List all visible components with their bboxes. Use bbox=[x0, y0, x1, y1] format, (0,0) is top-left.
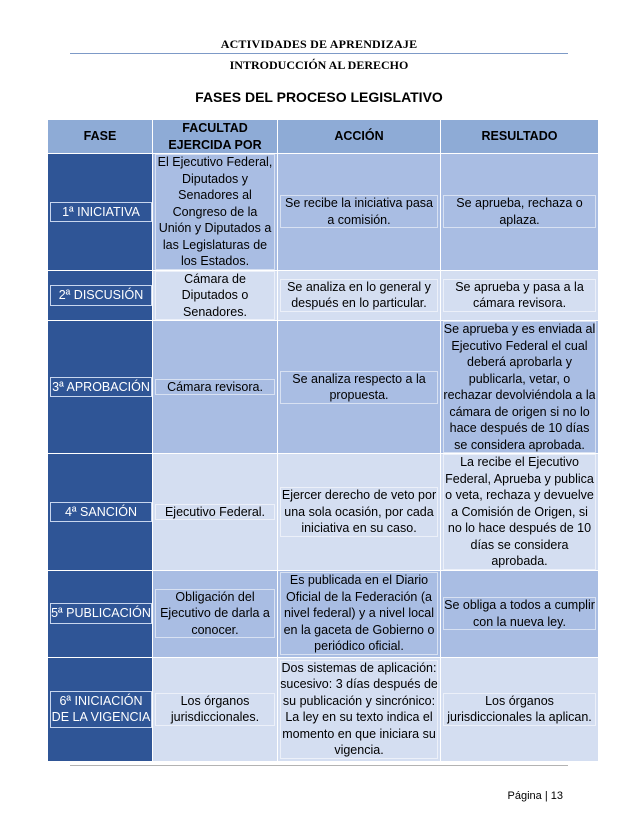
table-row bbox=[48, 321, 598, 453]
table-row bbox=[48, 154, 598, 270]
action-cell bbox=[278, 321, 440, 453]
result-text: Se aprueba, rechaza o aplaza. bbox=[443, 195, 596, 228]
phase-label: 2ª DISCUSIÓN bbox=[50, 285, 152, 306]
result-cell bbox=[441, 154, 598, 270]
action-text: Es publicada en el Diario Oficial de la Federación (a nivel federal) y a nivel local en la gaceta de Gobierno o periódico oficial. bbox=[280, 572, 438, 655]
action-text: Ejercer derecho de veto por una sola ocasión, por cada iniciativa en su caso. bbox=[281, 488, 437, 535]
faculty-cell bbox=[153, 658, 277, 761]
faculty-text: El Ejecutivo Federal, Diputados y Senadores al Congreso de la Unión y Diputados a las Legislaturas de los Estados. bbox=[155, 154, 275, 270]
result-cell bbox=[441, 454, 598, 570]
page-title: FASES DEL PROCESO LEGISLATIVO bbox=[195, 89, 443, 105]
table-row bbox=[48, 271, 598, 321]
table-header-row bbox=[48, 120, 598, 153]
phase-cell bbox=[48, 321, 152, 453]
faculty-cell bbox=[153, 154, 277, 270]
action-text: Se analiza respecto a la propuesta. bbox=[280, 371, 438, 404]
phase-label: 5ª PUBLICACIÓN bbox=[50, 603, 152, 624]
phase-label: 6ª INICIACIÓN DE LA VIGENCIA bbox=[50, 691, 152, 728]
result-text: Los órganos jurisdiccionales la aplican. bbox=[443, 693, 596, 726]
result-cell bbox=[441, 271, 598, 321]
result-cell bbox=[441, 571, 598, 657]
faculty-cell bbox=[153, 571, 277, 657]
phase-label: 3ª APROBACIÓN bbox=[50, 377, 152, 398]
action-cell bbox=[278, 154, 440, 270]
column-header-resultado: RESULTADO bbox=[441, 120, 598, 153]
footer-divider bbox=[70, 765, 568, 766]
faculty-cell bbox=[153, 321, 277, 453]
result-text: La recibe el Ejecutivo Federal, Aprueba y publica o veta, rechaza y devuelve a Comisión de Origen, si no lo hace después de 10 días se considera aprobada. bbox=[443, 454, 596, 570]
action-cell bbox=[278, 454, 440, 570]
table-row bbox=[48, 658, 598, 761]
action-text: Dos sistemas de aplicación: sucesivo: 3 días después de su publicación y sincrónico: La ley en su texto indica el momento en que iniciara su vigencia. bbox=[280, 660, 438, 757]
phase-label: 4ª SANCIÓN bbox=[50, 502, 152, 523]
faculty-cell bbox=[153, 271, 277, 321]
legislative-phases-table bbox=[47, 119, 599, 762]
page-number: Página | 13 bbox=[507, 790, 563, 802]
phase-cell bbox=[48, 271, 152, 321]
header-divider bbox=[70, 53, 568, 54]
table-row bbox=[48, 571, 598, 657]
result-text: Se aprueba y pasa a la cámara revisora. bbox=[443, 279, 596, 312]
phase-cell bbox=[48, 658, 152, 761]
column-header-fase: FASE bbox=[48, 120, 152, 153]
header-course-activities: ACTIVIDADES DE APRENDIZAJE bbox=[220, 37, 418, 51]
action-cell bbox=[278, 658, 440, 761]
phase-cell bbox=[48, 154, 152, 270]
action-cell bbox=[278, 571, 440, 657]
faculty-text: Cámara revisora. bbox=[155, 379, 275, 396]
faculty-text: Cámara de Diputados o Senadores. bbox=[155, 271, 275, 321]
faculty-cell bbox=[153, 454, 277, 570]
column-header-facultad: FACULTAD EJERCIDA POR bbox=[153, 120, 277, 153]
faculty-text: Los órganos jurisdiccionales. bbox=[155, 693, 275, 726]
phase-cell bbox=[48, 454, 152, 570]
header-subject: INTRODUCCIÓN AL DERECHO bbox=[229, 58, 409, 72]
action-text: Se analiza en lo general y después en lo particular. bbox=[280, 279, 438, 312]
faculty-text: Obligación del Ejecutivo de darla a conocer. bbox=[155, 589, 275, 639]
result-cell bbox=[441, 321, 598, 453]
action-cell bbox=[278, 271, 440, 321]
result-text: Se aprueba y es enviada al Ejecutivo Federal el cual deberá aprobarla y publicarla, vetar, o rechazar devolviéndola a la cámara de origen si no lo hace después de 10 días se considera aprobada. bbox=[443, 322, 596, 452]
column-header-accion: ACCIÓN bbox=[278, 120, 440, 153]
result-text: Se obliga a todos a cumplir con la nueva ley. bbox=[444, 598, 595, 629]
result-cell bbox=[441, 658, 598, 761]
action-text: Se recibe la iniciativa pasa a comisión. bbox=[280, 195, 438, 228]
table-row bbox=[48, 454, 598, 570]
faculty-text: Ejecutivo Federal. bbox=[155, 504, 275, 521]
phase-cell bbox=[48, 571, 152, 657]
phase-label: 1ª INICIATIVA bbox=[50, 202, 152, 223]
